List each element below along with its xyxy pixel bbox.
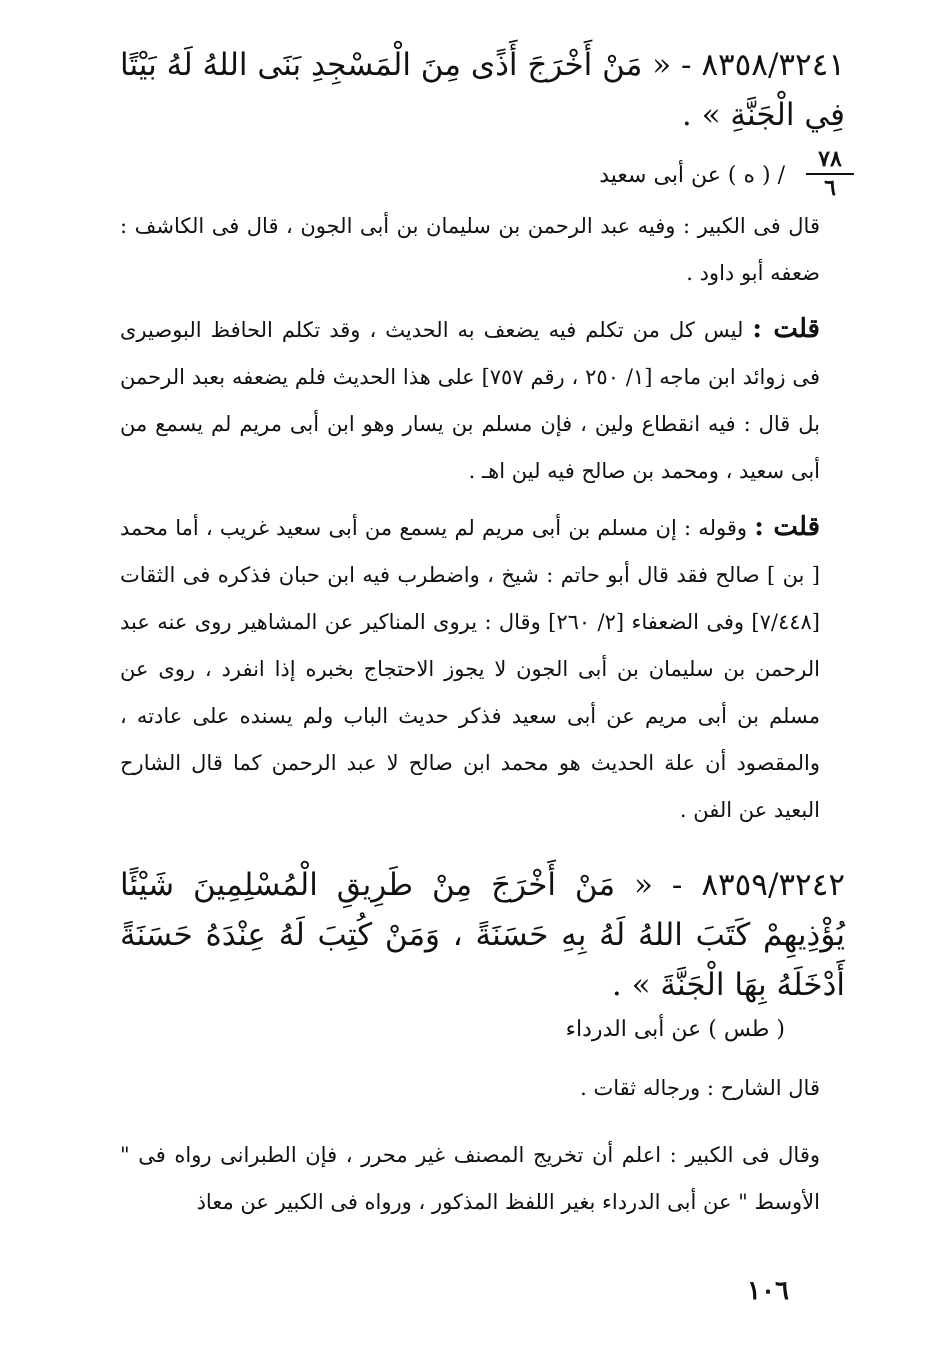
commentary-text: وقوله : إن مسلم بن أبى مريم لم يسمع من أبى سعيد غريب ، أما محمد [ بن ] صالح فقد قال أبو حاتم : شيخ ، واضطرب فيه ابن حبان فذكره فى الثقات [٧/٤٤٨] وفى الضعفاء [٢/ ٢٦٠] وقال : يروى المناكير عن المشاهير روى عنه عبد الرحمن بن سليمان بن أبى الجون لا يجوز الاحتجاج بخبره إذا انفرد ، روى عن مسلم بن أبى مريم عن أبى سعيد فذكر حديث الباب ولم يسنده على عادته ، والمقصود أن علة الحديث هو محمد ابن صالح لا عبد الرحمن كما قال الشارح البعيد عن الفن . — [120, 516, 820, 822]
commentary-paragraph — [120, 306, 820, 495]
qult-label: قلت : — [752, 314, 820, 344]
commentary-paragraph: قال الشارح : ورجاله ثقات . — [580, 1076, 820, 1100]
hadith-text: ٨٣٥٨/٣٢٤١ - « مَنْ أَخْرَجَ أَذًى مِنَ الْمَسْجِدِ بَنَى اللهُ لَهُ بَيْتًا فِي الْجَنَّةِ » . — [120, 47, 845, 133]
margin-reference — [806, 146, 854, 202]
commentary-paragraph: قال فى الكبير : وفيه عبد الرحمن بن سليمان بن أبى الجون ، قال فى الكاشف : ضعفه أبو داود . — [120, 214, 820, 285]
hadith-source: ( طس ) عن أبى الدرداء — [565, 1017, 785, 1042]
commentary-paragraph — [120, 504, 820, 834]
commentary-paragraph: وقال فى الكبير : اعلم أن تخريج المصنف غير محرر ، فإن الطبرانى رواه فى " الأوسط " عن أبى الدرداء بغير اللفظ المذكور ، ورواه فى الكبير عن معاذ — [120, 1143, 820, 1214]
commentary-text: ليس كل من تكلم فيه يضعف به الحديث ، وقد تكلم الحافظ البوصيرى فى زوائد ابن ماجه [١/ ٢٥٠ ، رقم ٧٥٧] على هذا الحديث فلم يضعفه بعبد الرحمن بل قال : فيه انقطاع ولين ، فإن مسلم بن يسار وهو ابن أبى مريم لم يسمع من أبى سعيد ، ومحمد بن صالح فيه لين اهـ . — [120, 318, 820, 483]
hadith-text: ٨٣٥٩/٣٢٤٢ - « مَنْ أَخْرَجَ مِنْ طَرِيقِ الْمُسْلِمِينَ شَيْئًا يُؤْذِيهِمْ كَتَبَ اللهُ لَهُ بِهِ حَسَنَةً ، وَمَنْ كُتِبَ لَهُ عِنْدَهُ حَسَنَةً أَدْخَلَهُ بِهَا الْجَنَّةَ » . — [120, 867, 845, 1003]
margin-reference-denominator: ٦ — [824, 175, 836, 201]
hadith-source: / ( ه ) عن أبى سعيد — [599, 163, 785, 188]
page-number: ١٠٦ — [747, 1276, 789, 1306]
qult-label: قلت : — [754, 512, 820, 542]
margin-reference-numerator: ٧٨ — [806, 146, 854, 175]
